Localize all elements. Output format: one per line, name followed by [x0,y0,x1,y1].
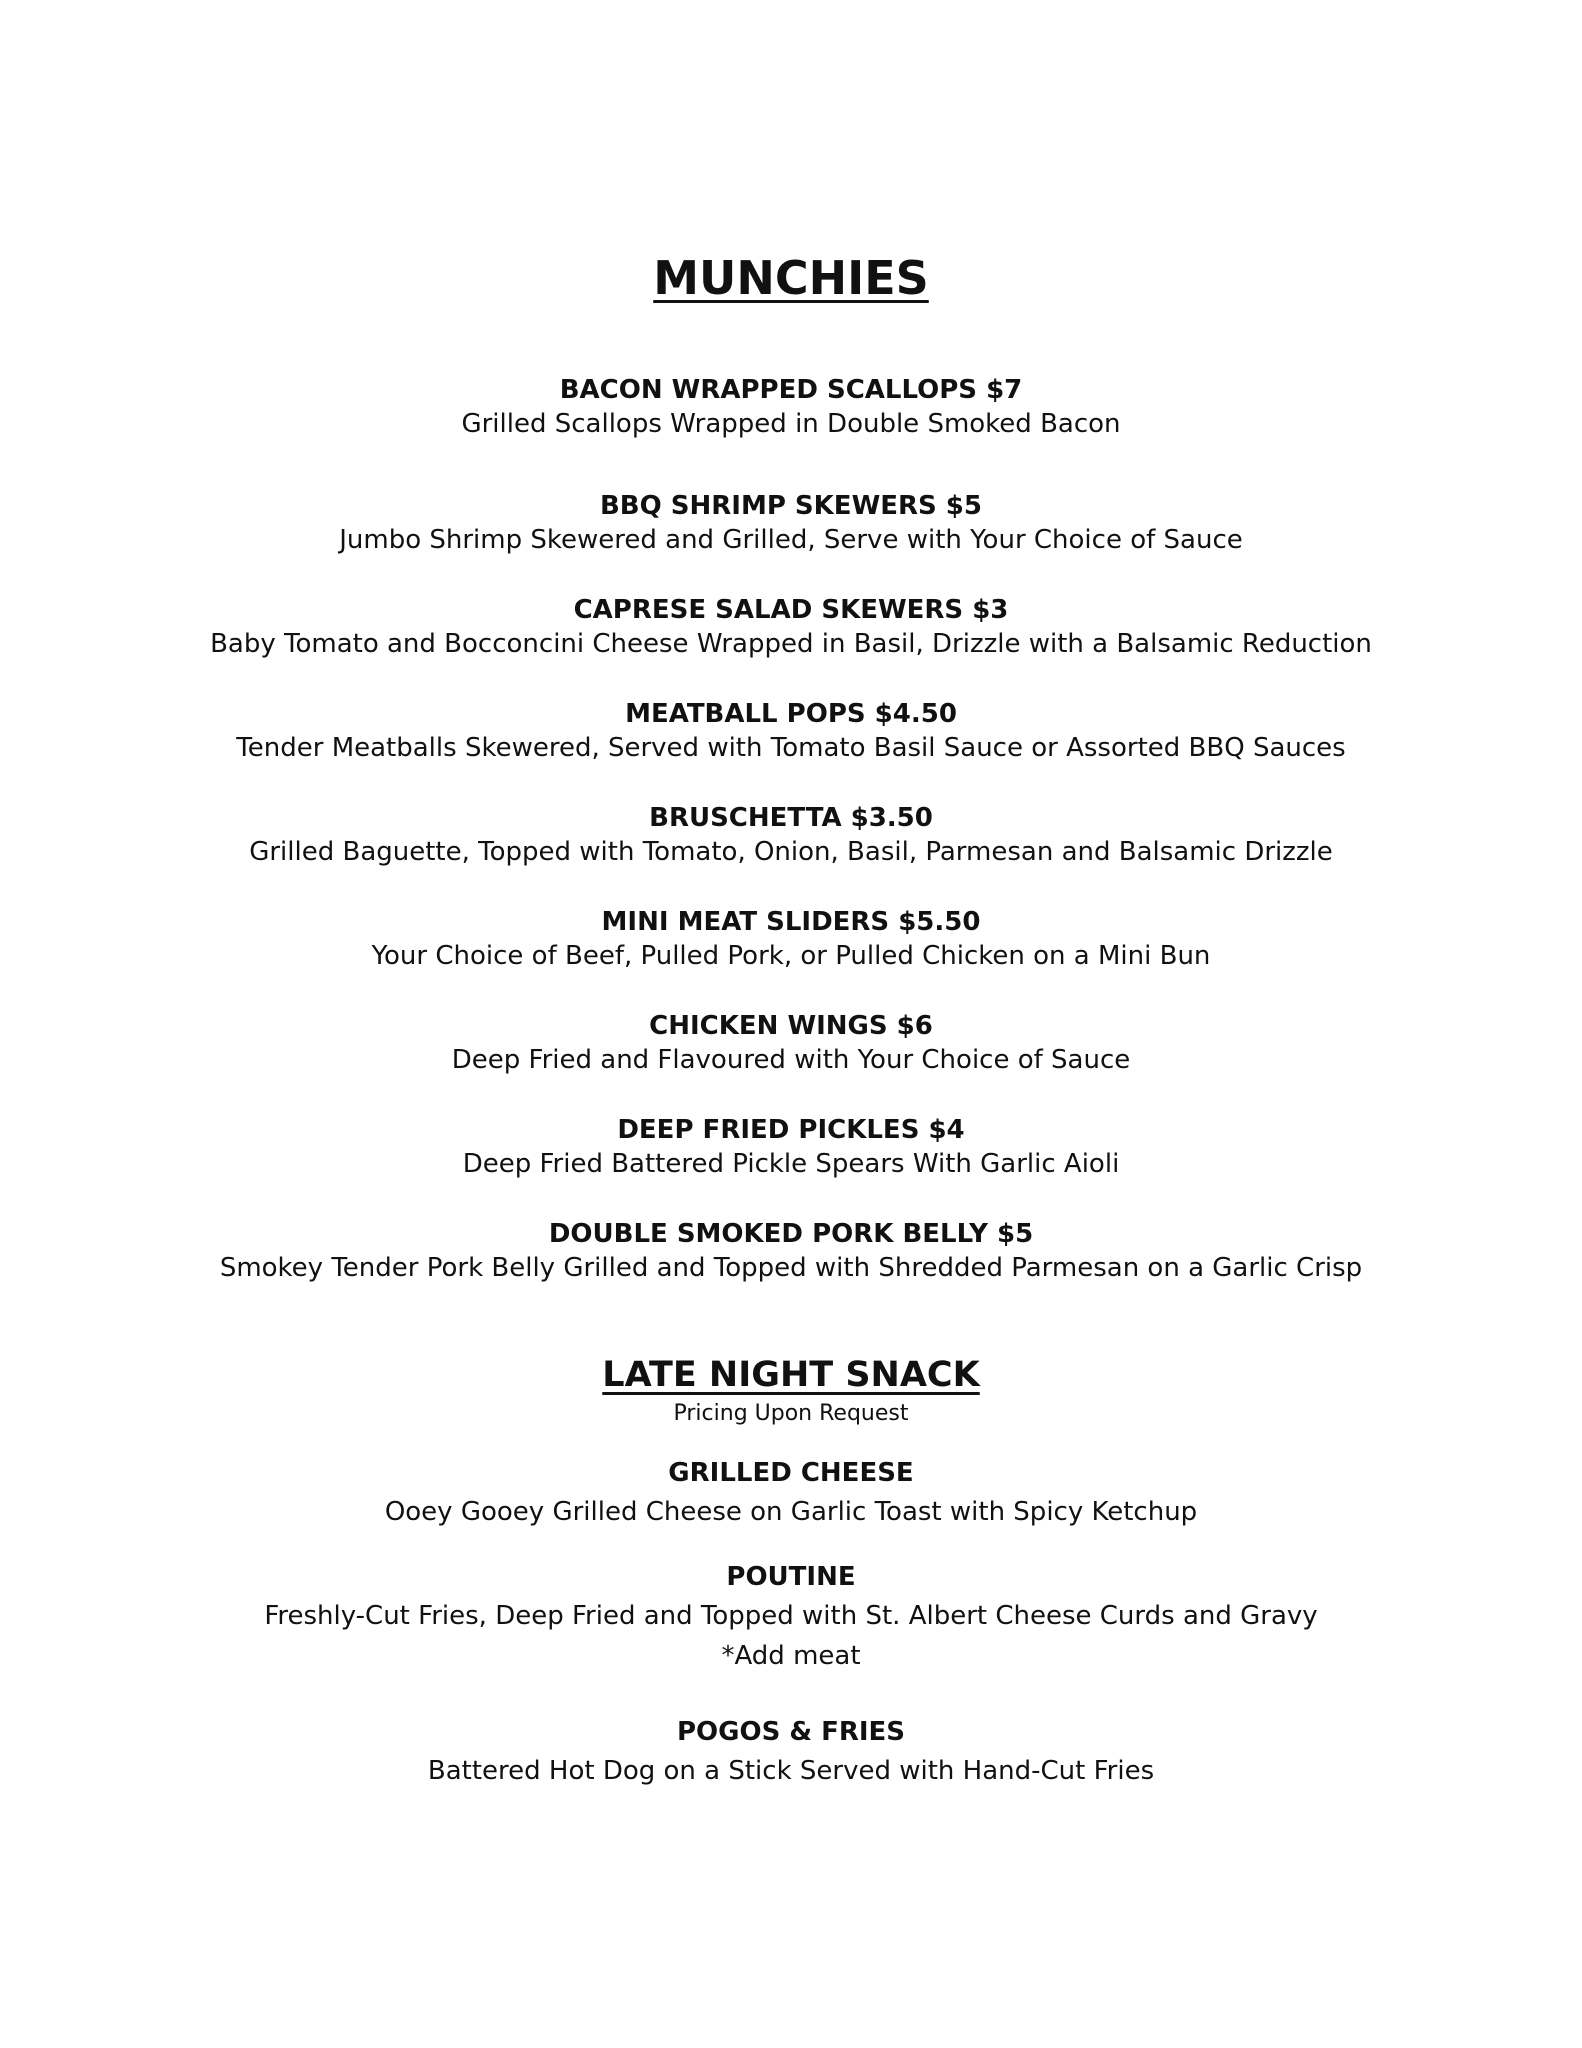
item-name: CHICKEN WINGS $6 [649,1011,933,1041]
item-description: Grilled Scallops Wrapped in Double Smoked Bacon [461,409,1121,439]
item-description: Deep Fried Battered Pickle Spears With Garlic Aioli [462,1149,1120,1179]
menu-item [0,489,1582,558]
item-name: BACON WRAPPED SCALLOPS $7 [559,375,1023,405]
menu-item [0,697,1582,766]
menu-item [0,1454,1582,1532]
item-note: *Add meat [721,1641,861,1671]
item-name: GRILLED CHEESE [668,1458,914,1488]
menu-item [0,373,1582,442]
menu-item [0,905,1582,974]
item-name: CAPRESE SALAD SKEWERS $3 [573,595,1009,625]
menu-item [0,1217,1582,1286]
item-description: Tender Meatballs Skewered, Served with Tomato Basil Sauce or Assorted BBQ Sauces [236,733,1346,763]
item-description: Grilled Baguette, Topped with Tomato, Onion, Basil, Parmesan and Balsamic Drizzle [249,837,1333,867]
item-description: Your Choice of Beef, Pulled Pork, or Pulled Chicken on a Mini Bun [371,941,1211,971]
item-name: POUTINE [726,1562,856,1592]
item-name: DOUBLE SMOKED PORK BELLY $5 [548,1219,1034,1249]
menu-item [0,1558,1582,1676]
item-name: BBQ SHRIMP SKEWERS $5 [599,491,982,521]
menu-item [0,801,1582,870]
menu-item [0,1009,1582,1078]
item-name: DEEP FRIED PICKLES $4 [617,1115,965,1145]
item-description: Ooey Gooey Grilled Cheese on Garlic Toast with Spicy Ketchup [384,1497,1198,1527]
item-description: Smokey Tender Pork Belly Grilled and Topped with Shredded Parmesan on a Garlic Crisp [219,1253,1363,1283]
menu-item [0,1113,1582,1182]
pricing-note: Pricing Upon Request [673,1401,909,1426]
item-description: Freshly-Cut Fries, Deep Fried and Topped with St. Albert Cheese Curds and Gravy [264,1601,1318,1631]
item-name: MEATBALL POPS $4.50 [625,699,957,729]
item-description: Baby Tomato and Bocconcini Cheese Wrapped in Basil, Drizzle with a Balsamic Reduction [210,629,1372,659]
late-night-title: LATE NIGHT SNACK [602,1355,980,1395]
item-name: BRUSCHETTA $3.50 [649,803,933,833]
item-name: POGOS & FRIES [676,1717,906,1747]
munchies-title: MUNCHIES [653,251,929,305]
item-description: Jumbo Shrimp Skewered and Grilled, Serve with Your Choice of Sauce [339,525,1243,555]
item-name: MINI MEAT SLIDERS $5.50 [601,907,981,937]
item-description: Deep Fried and Flavoured with Your Choice of Sauce [451,1045,1131,1075]
item-description: Battered Hot Dog on a Stick Served with Hand-Cut Fries [427,1756,1155,1786]
menu-item [0,1713,1582,1791]
menu-item [0,593,1582,662]
